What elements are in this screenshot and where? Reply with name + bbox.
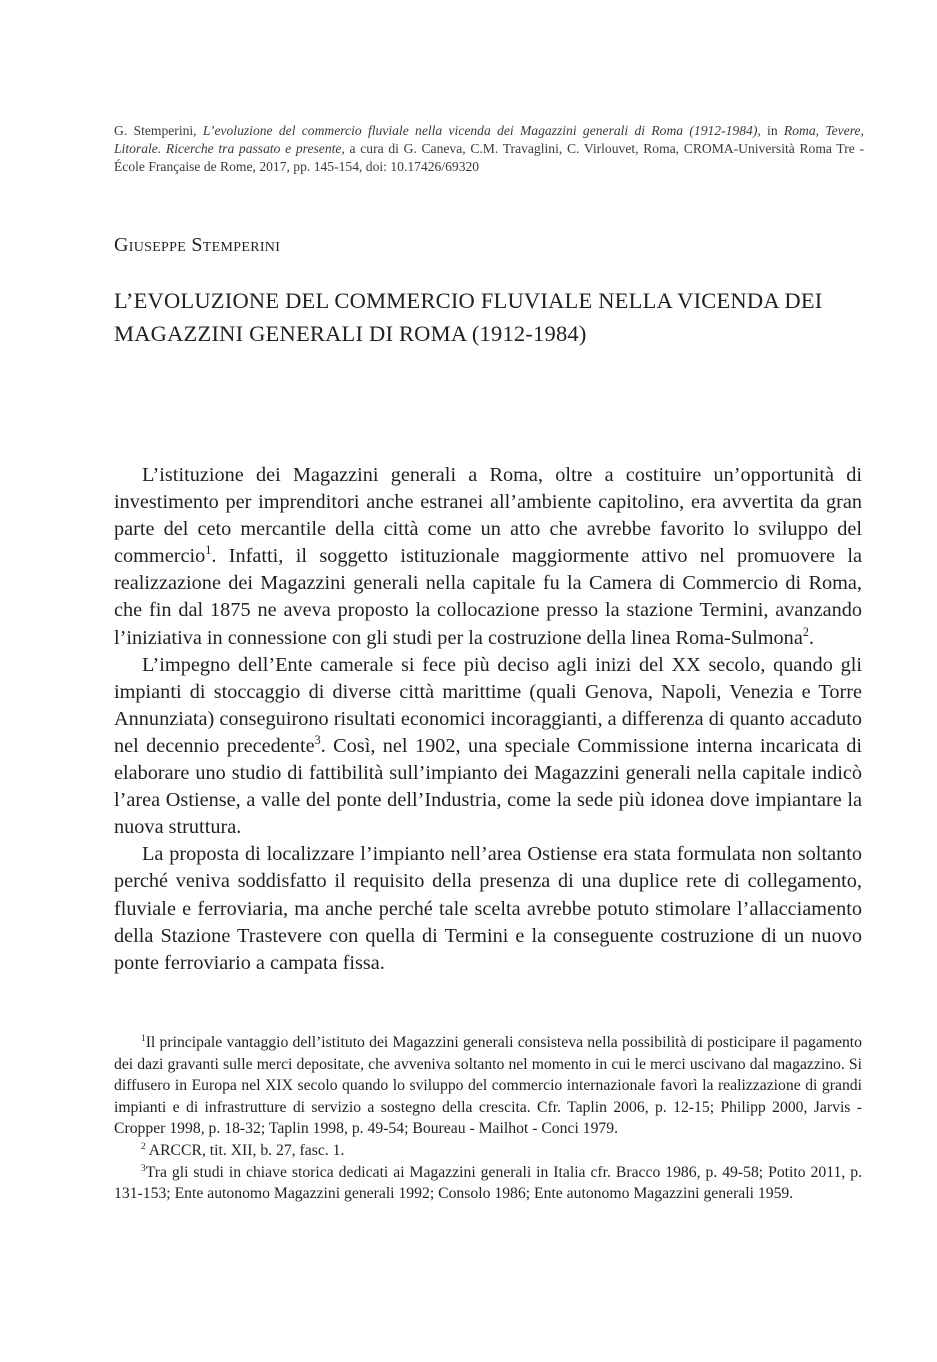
body-paragraph <box>114 652 862 842</box>
footnote <box>114 1140 862 1162</box>
footnote-text: ARCCR, tit. XII, b. 27, fasc. 1. <box>148 1141 345 1159</box>
body-text: L’istituzione dei Magazzini generali a Roma, oltre a costituire un’opportunità di investimento per imprenditori anche estranei all’ambiente capitolino, era avvertita da gran parte del ceto mercantile della città come un atto che avrebbe favorito lo sviluppo del commercio <box>114 464 862 568</box>
footnote-number: 1 <box>141 1033 146 1044</box>
author-name: Giuseppe Stemperini <box>114 234 281 256</box>
article-body <box>114 462 862 977</box>
body-text: . Infatti, il soggetto istituzionale maggiormente attivo nel promuovere la realizzazione dei Magazzini generali nella capitale fu la Camera di Commercio di Roma, che fin dal 1875 ne aveva proposto la collocazione presso la stazione Termini, avanzando l’iniziativa in connessione con gli studi per la costruzione della linea Roma-Sulmona <box>114 545 862 649</box>
footnote <box>114 1032 862 1140</box>
footnote-number: 2 <box>141 1141 146 1152</box>
footnote <box>114 1162 862 1205</box>
citation-article-title: L’evoluzione del commercio fluviale nella vicenda dei Magazzini generali di Roma (1912-1984), <box>202 123 761 138</box>
footnote-number: 3 <box>141 1163 146 1174</box>
body-paragraph <box>114 462 862 652</box>
footnote-text: Il principale vantaggio dell’istituto dei Magazzini generali consisteva nella possibilità di posticipare il pagamento dei dazi gravanti sulle merci depositate, che avveniva soltanto nel momento in cui le merci uscivano dal magazzino. Si diffusero in Europa nel XIX secolo quando lo sviluppo del commercio internazionale favorì la realizzazione di grandi impianti e di infrastrutture di servizio a sostegno della crescita. Cfr. Taplin 2006, p. 12-15; Philipp 2000, Jarvis - Cropper 1998, p. 18-32; Taplin 1998, p. 49-54; Boureau - Mailhot - Conci 1979. <box>114 1034 862 1138</box>
footnotes <box>114 1032 862 1205</box>
citation-book-title: Roma, Tevere, Litorale. Ricerche tra passato e presente, <box>114 123 864 156</box>
footnote-ref[interactable]: 1 <box>205 543 212 558</box>
body-text: L’impegno dell’Ente camerale si fece più deciso agli inizi del XX secolo, quando gli impianti di stoccaggio di diverse città marittime (quali Genova, Napoli, Venezia e Torre Annunziata) conseguirono risultati economici incoraggianti, a differenza di quanto accaduto nel decennio precedente <box>114 653 862 757</box>
footnote-ref[interactable]: 2 <box>802 624 809 639</box>
citation-details: a cura di G. Caneva, C.M. Travaglini, C. Virlouvet, Roma, CROMA-Università Roma Tre - École Française de Rome, 2017, pp. 145-154, doi: 10.17426/69320 <box>114 141 864 174</box>
citation-author: G. Stemperini, <box>114 123 197 138</box>
citation-in: in <box>767 123 778 138</box>
citation-header <box>114 122 864 176</box>
footnote-text: Tra gli studi in chiave storica dedicati ai Magazzini generali in Italia cfr. Bracco 1986, p. 49-58; Potito 2011, p. 131-153; Ente autonomo Magazzini generali 1992; Consolo 1986; Ente autonomo Magazzini generali 1959. <box>114 1163 862 1203</box>
body-text: . Così, nel 1902, una speciale Commissione interna incaricata di elaborare uno studio di fattibilità sull’impianto dei Magazzini generali nella capitale indicò l’area Ostiense, a valle del ponte dell’Industria, come la sede più idonea dove impiantare la nuova struttura. <box>114 734 862 839</box>
footnote-ref[interactable]: 3 <box>314 733 321 748</box>
body-paragraph: La proposta di localizzare l’impianto nell’area Ostiense era stata formulata non soltanto perché veniva soddisfatto il requisito della presenza di una duplice rete di collegamento, fluviale e ferroviaria, ma anche perché tale scelta avrebbe potuto stimolare l’allacciamento della Stazione Trastevere con quella di Termini e la conseguente costruzione di un nuovo ponte ferroviario a campata fissa. <box>114 843 862 974</box>
body-text: . <box>808 626 814 649</box>
article-title-line-2: MAGAZZINI GENERALI DI ROMA (1912-1984) <box>114 321 587 346</box>
article-title-line-1: L’EVOLUZIONE DEL COMMERCIO FLUVIALE NELLA VICENDA DEI <box>114 288 823 313</box>
article-title <box>114 284 874 350</box>
